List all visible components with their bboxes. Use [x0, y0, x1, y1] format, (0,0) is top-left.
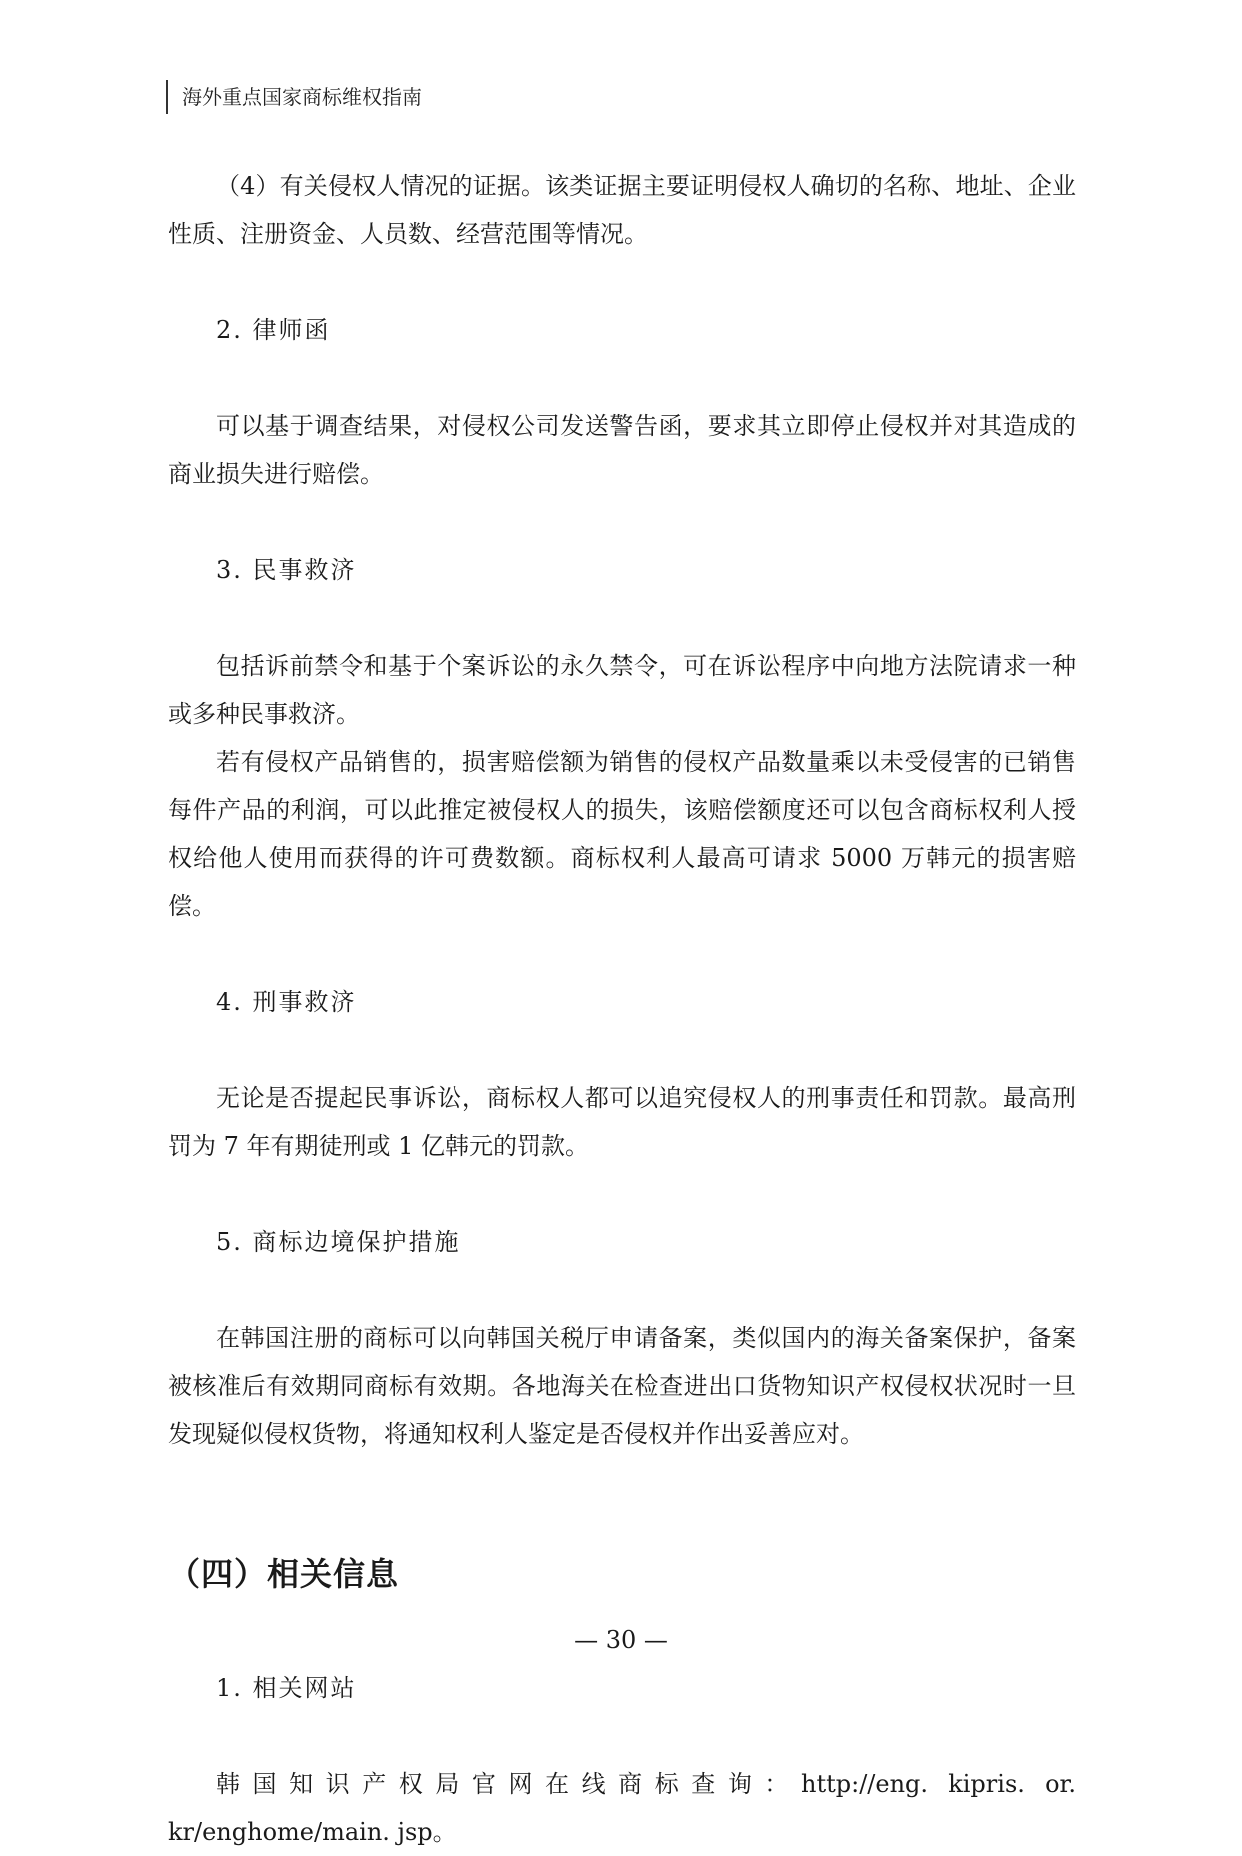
spacer: [168, 258, 1076, 306]
paragraph-evidence: （4）有关侵权人情况的证据。该类证据主要证明侵权人确切的名称、地址、企业性质、注册资金、人员数、经营范围等情况。: [168, 172, 1076, 248]
spacer: [168, 1712, 1076, 1760]
paragraph-related-websites: 韩国知识产权局官网在线商标查询：http://eng. kipris. or. kr/enghome/main. jsp。: [168, 1770, 1076, 1846]
spacer: [168, 594, 1076, 642]
page-content: [168, 162, 1076, 1856]
spacer: [168, 1170, 1076, 1218]
paragraph-lawyer-letter: 可以基于调查结果，对侵权公司发送警告函，要求其立即停止侵权并对其造成的商业损失进行赔偿。: [168, 412, 1076, 488]
paragraph-civil-remedy-2: 若有侵权产品销售的，损害赔偿额为销售的侵权产品数量乘以未受侵害的已销售每件产品的利润，可以此推定被侵权人的损失，该赔偿额度还可以包含商标权利人授权给他人使用而获得的许可费数额。商标权利人最高可请求 5000 万韩元的损害赔偿。: [168, 748, 1076, 920]
heading-criminal-remedy: 4. 刑事救济: [216, 988, 357, 1016]
paragraph-civil-remedy-1: 包括诉前禁令和基于个案诉讼的永久禁令，可在诉讼程序中向地方法院请求一种或多种民事救济。: [168, 652, 1076, 728]
heading-lawyer-letter: 2. 律师函: [216, 316, 331, 344]
spacer: [168, 498, 1076, 546]
spacer: [168, 930, 1076, 978]
section-title-related-info: （四）相关信息: [168, 1555, 400, 1593]
spacer: [168, 1026, 1076, 1074]
spacer: [168, 1266, 1076, 1314]
spacer: [168, 354, 1076, 402]
heading-border-protection: 5. 商标边境保护措施: [216, 1228, 461, 1256]
running-header: 海外重点国家商标维权指南: [166, 80, 422, 114]
paragraph-border-protection: 在韩国注册的商标可以向韩国关税厅申请备案，类似国内的海关备案保护，备案被核准后有效期同商标有效期。各地海关在检查进出口货物知识产权侵权状况时一旦发现疑似侵权货物，将通知权利人鉴定是否侵权并作出妥善应对。: [168, 1324, 1076, 1448]
spacer: [168, 1458, 1076, 1550]
paragraph-criminal-remedy: 无论是否提起民事诉讼，商标权人都可以追究侵权人的刑事责任和罚款。最高刑罚为 7 年有期徒刑或 1 亿韩元的罚款。: [168, 1084, 1076, 1160]
heading-civil-remedy: 3. 民事救济: [216, 556, 357, 584]
heading-related-websites: 1. 相关网站: [216, 1674, 357, 1702]
page-number: — 30 —: [574, 1626, 668, 1654]
